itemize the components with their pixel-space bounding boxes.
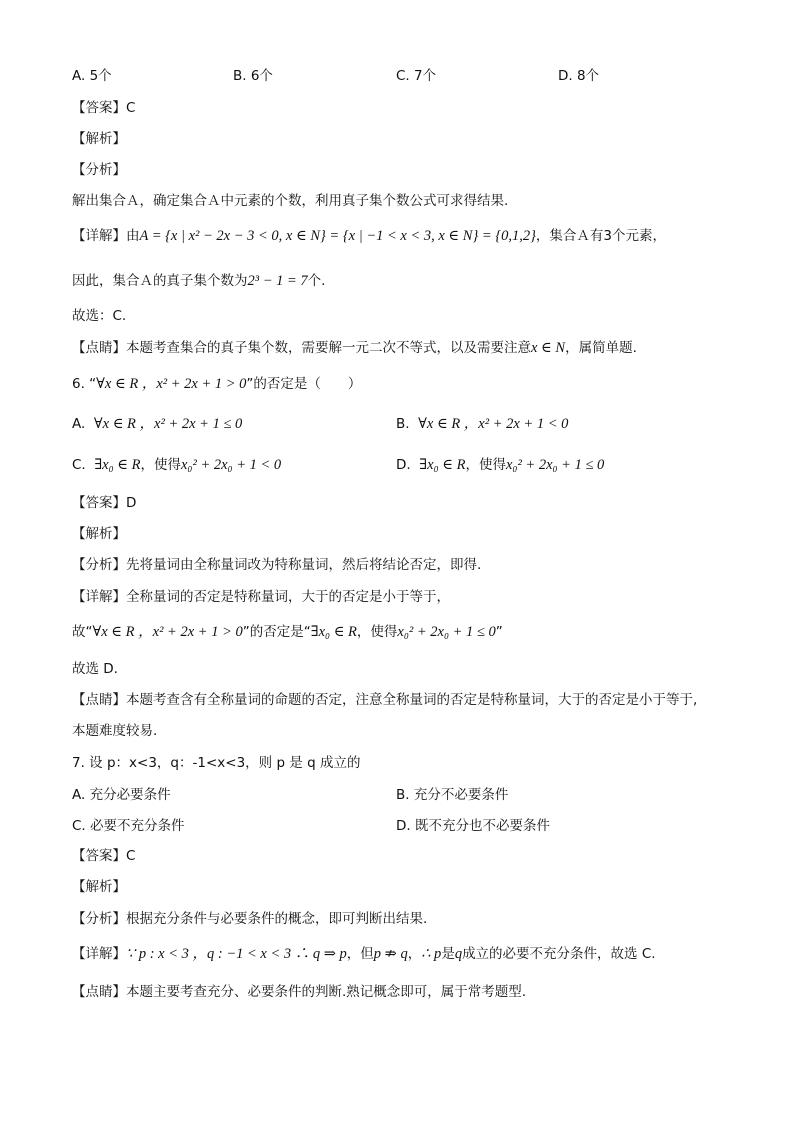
q7-answer: 【答案】C [72,848,136,864]
q5-option-c: C. 7个 [396,68,437,84]
q7-xiangjie-mid3: 是 [441,946,455,962]
q5-dianjing-line [72,338,637,358]
q6-dianjing-text2: 本题难度较易. [72,723,158,739]
q6-option-b [396,414,568,434]
q6-option-d-label: D. [396,457,411,473]
q6-gu-mid2: ，使得 [356,624,398,640]
q6-option-c-label: C. [72,457,86,473]
q5-dianjing-pre: 本题考查集合的真子集个数，需要解一元二次不等式，以及需要注意 [126,340,531,356]
q6-xiangjie-text: 全称量词的否定是特称量词，大于的否定是小于等于， [126,589,450,605]
q6-gu-math2: ∃x₀ ∈ R [310,624,357,640]
q6-fenxi-text: 先将量词由全称量词改为特称量词，然后将结论否定，即得. [126,557,482,573]
q6-option-a-math: ∀x ∈ R ，x² + 2x + 1 ≤ 0 [93,416,243,432]
q7-dianjing-text: 本题主要考查充分、必要条件的判断.熟记概念即可，属于常考题型. [126,984,527,1000]
q6-dianjing-text: 本题考查含有全称量词的命题的否定，注意全称量词的否定是特称量词，大于的否定是小于等于, [126,692,698,708]
q7-xiangjie-mid2: ， [407,946,422,962]
q6-option-b-label: B. [396,416,410,432]
q5-count-post: 个. [307,273,326,289]
q7-fenxi-label: 【分析】 [72,911,126,927]
q7-xiangjie-math3: ∴ p [421,946,442,962]
q7-xiangjie-mid: ，但 [346,946,374,962]
q7-xiangjie-math2: p ⇏ q [373,946,408,962]
q7-option-c: C. 必要不充分条件 [72,818,185,834]
q6-dianjing-label: 【点睛】 [72,692,126,708]
q7-dianjing-label: 【点睛】 [72,984,126,1000]
q5-answer: 【答案】C [72,100,136,116]
q5-count-line [72,271,325,291]
q7-option-a: A. 充分必要条件 [72,787,171,803]
q6-xiangjie-label: 【详解】 [72,589,126,605]
q7-stem: 7. 设 p：x<3，q：-1<x<3，则 p 是 q 成立的 [72,755,361,771]
q6-gu-mid: ”的否定是“ [242,624,311,640]
q7-xiangjie-label: 【详解】 [72,946,126,962]
q6-option-d-math2: x₀² + 2x₀ + 1 ≤ 0 [505,457,605,473]
q5-dianjing-math: x ∈ N [531,340,566,356]
q5-xiangjie-pre: 由 [126,228,140,244]
q6-option-a [72,414,242,434]
q7-xiangjie-math1: ∵ p : x < 3 ，q : −1 < x < 3 ∴ q ⇒ p [126,946,347,962]
q6-fenxi-label: 【分析】 [72,557,126,573]
q7-fenxi-text: 根据充分条件与必要条件的概念，即可判断出结果. [126,911,428,927]
q6-gu-post: ” [495,624,503,640]
q6-gu-math1: ∀x ∈ R ，x² + 2x + 1 > 0 [92,624,243,640]
q5-dianjing-post: ，属简单题. [565,340,637,356]
q6-answer: 【答案】D [72,495,137,511]
q6-gu-math3: x₀² + 2x₀ + 1 ≤ 0 [397,624,496,640]
q6-option-d [396,455,604,475]
q5-xiangjie-math: A = {x | x² − 2x − 3 < 0, x ∈ N} = {x | −1 < x < 3, x ∈ N} = {0,1,2} [139,228,536,244]
q6-jiexi-label: 【解析】 [72,526,126,542]
q6-conclusion-line [72,622,503,642]
q6-option-c [72,455,281,475]
q7-jiexi-label: 【解析】 [72,879,126,895]
q5-fenxi-label: 【分析】 [72,162,126,178]
q6-xiangjie-line [72,587,450,607]
q6-stem [72,374,361,394]
q6-option-c-mid: ，使得 [140,457,181,473]
q6-stem-post: ”的否定是（ ） [246,376,362,392]
q5-dianjing-label: 【点睛】 [72,340,126,356]
q5-xiangjie-label: 【详解】 [72,228,126,244]
q7-fenxi-line [72,909,427,929]
q5-count-pre: 因此，集合Ａ的真子集个数为 [72,273,248,289]
q6-option-a-label: A. [72,416,86,432]
q6-fenxi-line [72,555,481,575]
q6-stem-pre: 6. “ [72,376,97,392]
q5-jiexi-label: 【解析】 [72,131,126,147]
q6-option-d-math1: ∃x₀ ∈ R [419,457,466,473]
q5-choose: 故选：C. [72,308,127,324]
q5-count-math: 2³ − 1 = 7 [247,273,308,289]
q7-xiangjie-line [72,944,656,964]
q7-option-b: B. 充分不必要条件 [396,787,509,803]
q5-xiangjie-line [72,226,666,246]
q6-choose: 故选 D. [72,661,118,677]
q6-option-c-math1: ∃x₀ ∈ R [94,457,141,473]
q5-option-a: A. 5个 [72,68,112,84]
q7-dianjing-line [72,982,526,1002]
q7-option-d: D. 既不充分也不必要条件 [396,818,550,834]
q6-gu-pre: 故“ [72,624,93,640]
q6-dianjing-line [72,690,697,710]
q6-option-d-mid: ，使得 [465,457,506,473]
q6-option-c-math2: x₀² + 2x₀ + 1 < 0 [181,457,282,473]
q5-xiangjie-post: ，集合Ａ有3个元素， [535,228,666,244]
q5-option-b: B. 6个 [233,68,273,84]
q5-option-d: D. 8个 [558,68,600,84]
q6-option-b-math: ∀x ∈ R ，x² + 2x + 1 < 0 [418,416,569,432]
q5-fenxi-text: 解出集合Ａ，确定集合Ａ中元素的个数，利用真子集个数公式可求得结果. [72,193,509,209]
q6-stem-math: ∀x ∈ R ，x² + 2x + 1 > 0 [96,376,247,392]
q7-xiangjie-math4: q [454,946,463,962]
q7-xiangjie-post: 成立的必要不充分条件，故选 C. [462,946,656,962]
